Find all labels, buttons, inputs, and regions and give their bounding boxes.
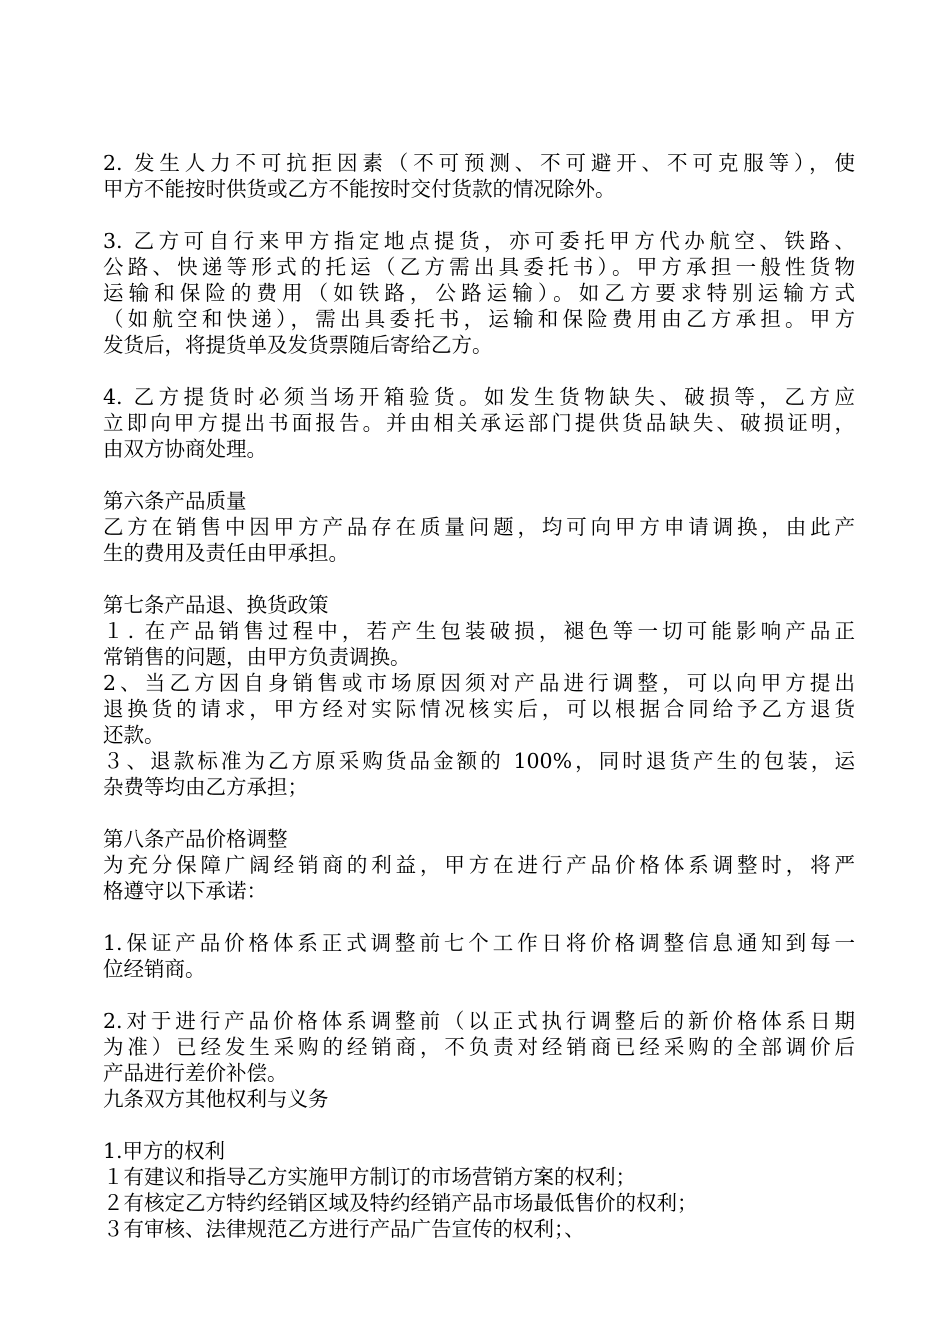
section-heading: 九条双方其他权利与义务 [103, 1087, 329, 1111]
text-line: 由双方协商处理。 [103, 437, 267, 461]
text-line: 乙方在销售中因甲方产品存在质量问题，均可向甲方申请调换，由此产 [103, 515, 855, 539]
blank-line [103, 462, 855, 488]
subsection-heading: 1.甲方的权利 [103, 1139, 226, 1163]
section-heading: 第八条产品价格调整 [103, 827, 288, 851]
text-line: １有建议和指导乙方实施甲方制订的市场营销方案的权利； [103, 1165, 636, 1189]
text-line: ２有核定乙方特约经销区域及特约经销产品市场最低售价的权利； [103, 1191, 698, 1215]
text-line: 3. 乙方可自行来甲方指定地点提货，亦可委托甲方代办航空、铁路、 [103, 229, 855, 253]
text-line: 产品进行差价补偿。 [103, 1061, 288, 1085]
text-line: 退换货的请求，甲方经对实际情况核实后，可以根据合同给予乙方退货 [103, 697, 855, 721]
blank-line [103, 982, 855, 1008]
text-line: 还款。 [103, 723, 165, 747]
text-line: 立即向甲方提出书面报告。并由相关承运部门提供货品缺失、破损证明， [103, 411, 855, 435]
section-heading: 第七条产品退、换货政策 [103, 593, 329, 617]
blank-line [103, 1112, 855, 1138]
blank-line [103, 566, 855, 592]
text-line: 公路、快递等形式的托运（乙方需出具委托书）。甲方承担一般性货物 [103, 255, 855, 279]
document-body [103, 150, 855, 1242]
text-line: 4. 乙方提货时必须当场开箱验货。如发生货物缺失、破损等，乙方应 [103, 385, 855, 409]
blank-line [103, 358, 855, 384]
text-line: 为充分保障广阔经销商的利益，甲方在进行产品价格体系调整时，将严 [103, 853, 855, 877]
text-line: 运输和保险的费用（如铁路，公路运输）。如乙方要求特别运输方式 [103, 281, 855, 305]
blank-line [103, 800, 855, 826]
text-line: 2.对于进行产品价格体系调整前（以正式执行调整后的新价格体系日期 [103, 1009, 855, 1033]
text-line: 常销售的问题，由甲方负责调换。 [103, 645, 411, 669]
blank-line [103, 904, 855, 930]
text-line: 甲方不能按时供货或乙方不能按时交付货款的情况除外。 [103, 177, 616, 201]
text-line: 1.保证产品价格体系正式调整前七个工作日将价格调整信息通知到每一 [103, 931, 855, 955]
text-line: 位经销商。 [103, 957, 206, 981]
text-line: 为准）已经发生采购的经销商，不负责对经销商已经采购的全部调价后 [103, 1035, 855, 1059]
text-line: （如航空和快递），需出具委托书，运输和保险费用由乙方承担。甲方 [103, 307, 855, 331]
section-heading: 第六条产品质量 [103, 489, 247, 513]
text-line: 2、当乙方因自身销售或市场原因须对产品进行调整，可以向甲方提出 [103, 671, 855, 695]
text-line: １. 在产品销售过程中，若产生包装破损，褪色等一切可能影响产品正 [103, 619, 855, 643]
text-line: 杂费等均由乙方承担； [103, 775, 308, 799]
text-line: 格遵守以下承诺： [103, 879, 267, 903]
text-line: ３、退款标准为乙方原采购货品金额的 100%，同时退货产生的包装，运 [103, 749, 855, 773]
text-line: ３有审核、法律规范乙方进行产品广告宣传的权利；、 [103, 1217, 585, 1241]
blank-line [103, 202, 855, 228]
text-line: 发货后，将提货单及发货票随后寄给乙方。 [103, 333, 493, 357]
text-line: 生的费用及责任由甲承担。 [103, 541, 349, 565]
text-line: 2. 发生人力不可抗拒因素（不可预测、不可避开、不可克服等），使 [103, 151, 855, 175]
